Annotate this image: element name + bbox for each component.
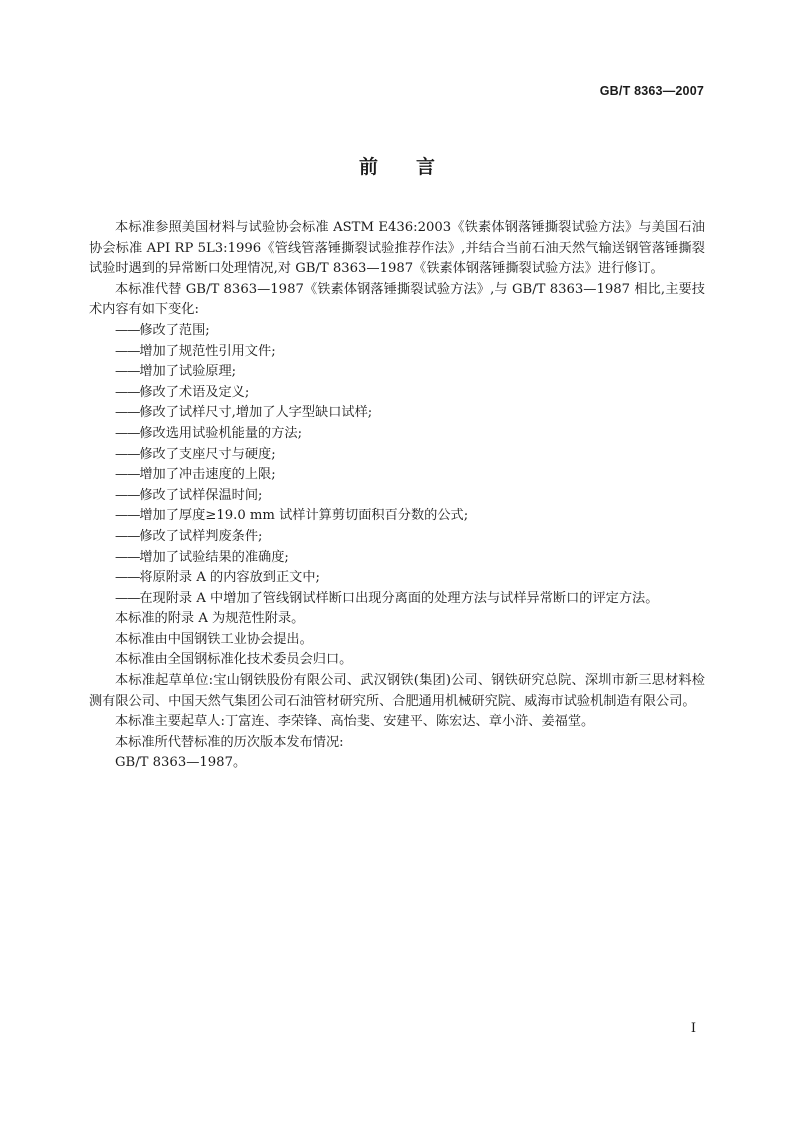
dash-marker: ——	[115, 343, 140, 359]
proposer-note: 本标准由中国钢铁工业协会提出。	[115, 631, 313, 647]
dash-marker: ——	[115, 405, 140, 421]
list-item: ——修改了试样尺寸,增加了人字型缺口试样;	[115, 405, 373, 421]
list-item: ——修改了术语及定义;	[115, 384, 250, 400]
dash-marker: ——	[115, 364, 140, 380]
drafting-units: 本标准起草单位:宝山钢铁股份有限公司、武汉钢铁(集团)公司、钢铁研究总院、深圳市新三思材料检测有限公司、中国天然气集团公司石油管材研究所、合肥通用机械研究院、威海市试验机制造有限公司。	[89, 673, 705, 709]
list-item: ——修改了支座尺寸与硬度;	[115, 446, 276, 462]
changes-list	[89, 321, 705, 609]
dash-marker: ——	[115, 446, 140, 462]
list-item: ——修改选用试验机能量的方法;	[115, 425, 303, 441]
dash-marker: ——	[115, 570, 140, 586]
standard-code: GB/T 8363—2007	[599, 84, 704, 98]
dash-marker: ——	[115, 549, 140, 565]
dash-marker: ——	[115, 425, 140, 441]
list-item: ——增加了厚度≥19.0 mm 试样计算剪切面积百分数的公式;	[115, 508, 469, 524]
list-item: ——增加了冲击速度的上限;	[115, 467, 276, 483]
list-item: ——将原附录 A 的内容放到正文中;	[115, 570, 320, 586]
list-item: ——增加了规范性引用文件;	[115, 343, 276, 359]
version-history-item: GB/T 8363—1987。	[115, 755, 247, 771]
annex-note: 本标准的附录 A 为规范性附录。	[115, 611, 305, 627]
page-number: I	[690, 1021, 696, 1036]
dash-marker: ——	[115, 322, 140, 338]
dash-marker: ——	[115, 384, 140, 400]
page-title: 前言	[358, 156, 473, 178]
intro-paragraph-1: 本标准参照美国材料与试验协会标准 ASTM E436:2003《铁素体钢落锤撕裂试验方法》与美国石油协会标准 API RP 5L3:1996《管线管落锤撕裂试验推荐作法》,并结合当前石油天然气输送钢管落锤撕裂试验时遇到的异常断口处理情况,对 GB/T 8363—1987《铁素体钢落锤撕裂试验方法》进行修订。	[89, 220, 705, 277]
list-item: ——修改了试样判废条件;	[115, 528, 263, 544]
dash-marker: ——	[115, 487, 140, 503]
list-item: ——增加了试验原理;	[115, 364, 237, 380]
committee-note: 本标准由全国钢标准化技术委员会归口。	[115, 652, 353, 668]
drafters: 本标准主要起草人:丁富连、李荣锋、高怡斐、安建平、陈宏达、章小浒、姜福堂。	[115, 714, 595, 730]
version-history-heading: 本标准所代替标准的历次版本发布情况:	[115, 734, 344, 750]
dash-marker: ——	[115, 528, 140, 544]
list-item: ——增加了试验结果的准确度;	[115, 549, 289, 565]
list-item: ——修改了范围;	[115, 322, 210, 338]
list-item: ——在现附录 A 中增加了管线钢试样断口出现分离面的处理方法与试样异常断口的评定方法。	[115, 590, 659, 606]
document-body	[89, 218, 705, 774]
dash-marker: ——	[115, 467, 140, 483]
list-item: ——修改了试样保温时间;	[115, 487, 263, 503]
intro-paragraph-2: 本标准代替 GB/T 8363—1987《铁素体钢落锤撕裂试验方法》,与 GB/T 8363—1987 相比,主要技术内容有如下变化:	[89, 281, 705, 318]
dash-marker: ——	[115, 508, 140, 524]
dash-marker: ——	[115, 590, 140, 606]
